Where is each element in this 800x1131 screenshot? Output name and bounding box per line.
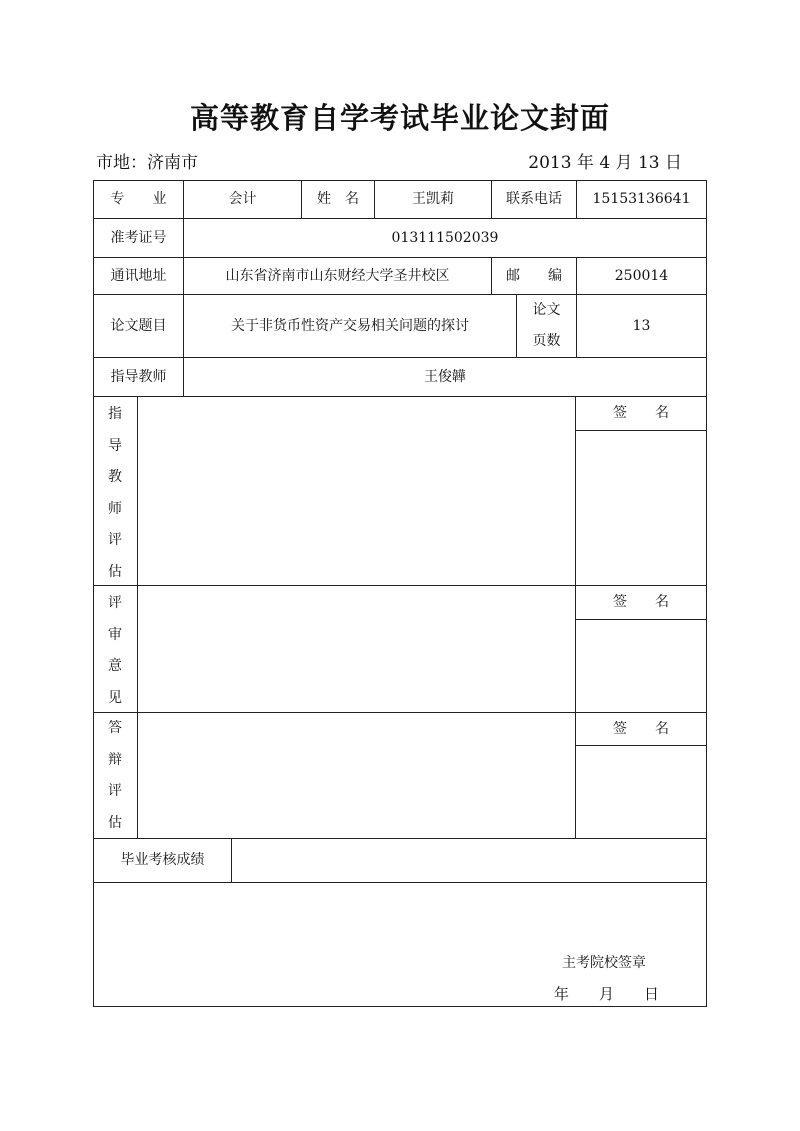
- name-label: 姓 名: [317, 191, 359, 208]
- review-area[interactable]: [138, 586, 575, 712]
- thesis-title-value: 关于非货币性资产交易相关问题的探讨: [231, 317, 469, 334]
- major-value: 会计: [228, 191, 257, 208]
- major-label: 专 业: [110, 191, 167, 208]
- advisor-eval-area[interactable]: [138, 397, 575, 585]
- city-label: 市地：济南市: [96, 153, 198, 173]
- advisor-eval-label: 指 导 教 师 评 估: [108, 406, 122, 580]
- name-value: 王凯莉: [412, 191, 454, 208]
- pages-value: 13: [632, 317, 651, 334]
- address-label: 通讯地址: [110, 267, 167, 284]
- grade-label: 毕业考核成绩: [120, 852, 205, 869]
- defense-sign-area[interactable]: [576, 746, 706, 838]
- review-sign-area[interactable]: [576, 620, 706, 712]
- zip-label: 邮 编: [506, 267, 562, 284]
- address-value: 山东省济南市山东财经大学圣井校区: [225, 267, 450, 284]
- zip-value: 250014: [614, 267, 669, 284]
- school-seal-label: 主考院校签章: [562, 955, 646, 971]
- defense-area[interactable]: [138, 713, 575, 838]
- page-title: 高等教育自学考试毕业论文封面: [189, 101, 610, 135]
- exam-id-label: 准考证号: [110, 229, 167, 246]
- review-label: 评 审 意 见: [108, 595, 122, 706]
- thesis-title-label: 论文题目: [110, 317, 167, 334]
- seal-date-label: 年 月 日: [554, 985, 660, 1003]
- advisor-label: 指导教师: [110, 368, 167, 385]
- phone-label: 联系电话: [506, 191, 562, 208]
- defense-sign-label: 签 名: [613, 720, 669, 737]
- review-sign-label: 签 名: [613, 594, 669, 611]
- pages-label-line1: 论文: [532, 302, 561, 319]
- advisor-sign-label: 签 名: [613, 405, 669, 422]
- exam-id-value: 013111502039: [391, 229, 499, 246]
- grade-value[interactable]: [232, 839, 706, 882]
- advisor-value: 王俊韡: [424, 368, 466, 385]
- phone-value: 15153136641: [592, 191, 691, 208]
- defense-label: 答 辩 评 估: [108, 720, 122, 831]
- date-label: 2013 年 4 月 13 日: [528, 153, 682, 173]
- advisor-sign-area[interactable]: [576, 431, 706, 585]
- pages-label-line2: 页数: [532, 333, 561, 350]
